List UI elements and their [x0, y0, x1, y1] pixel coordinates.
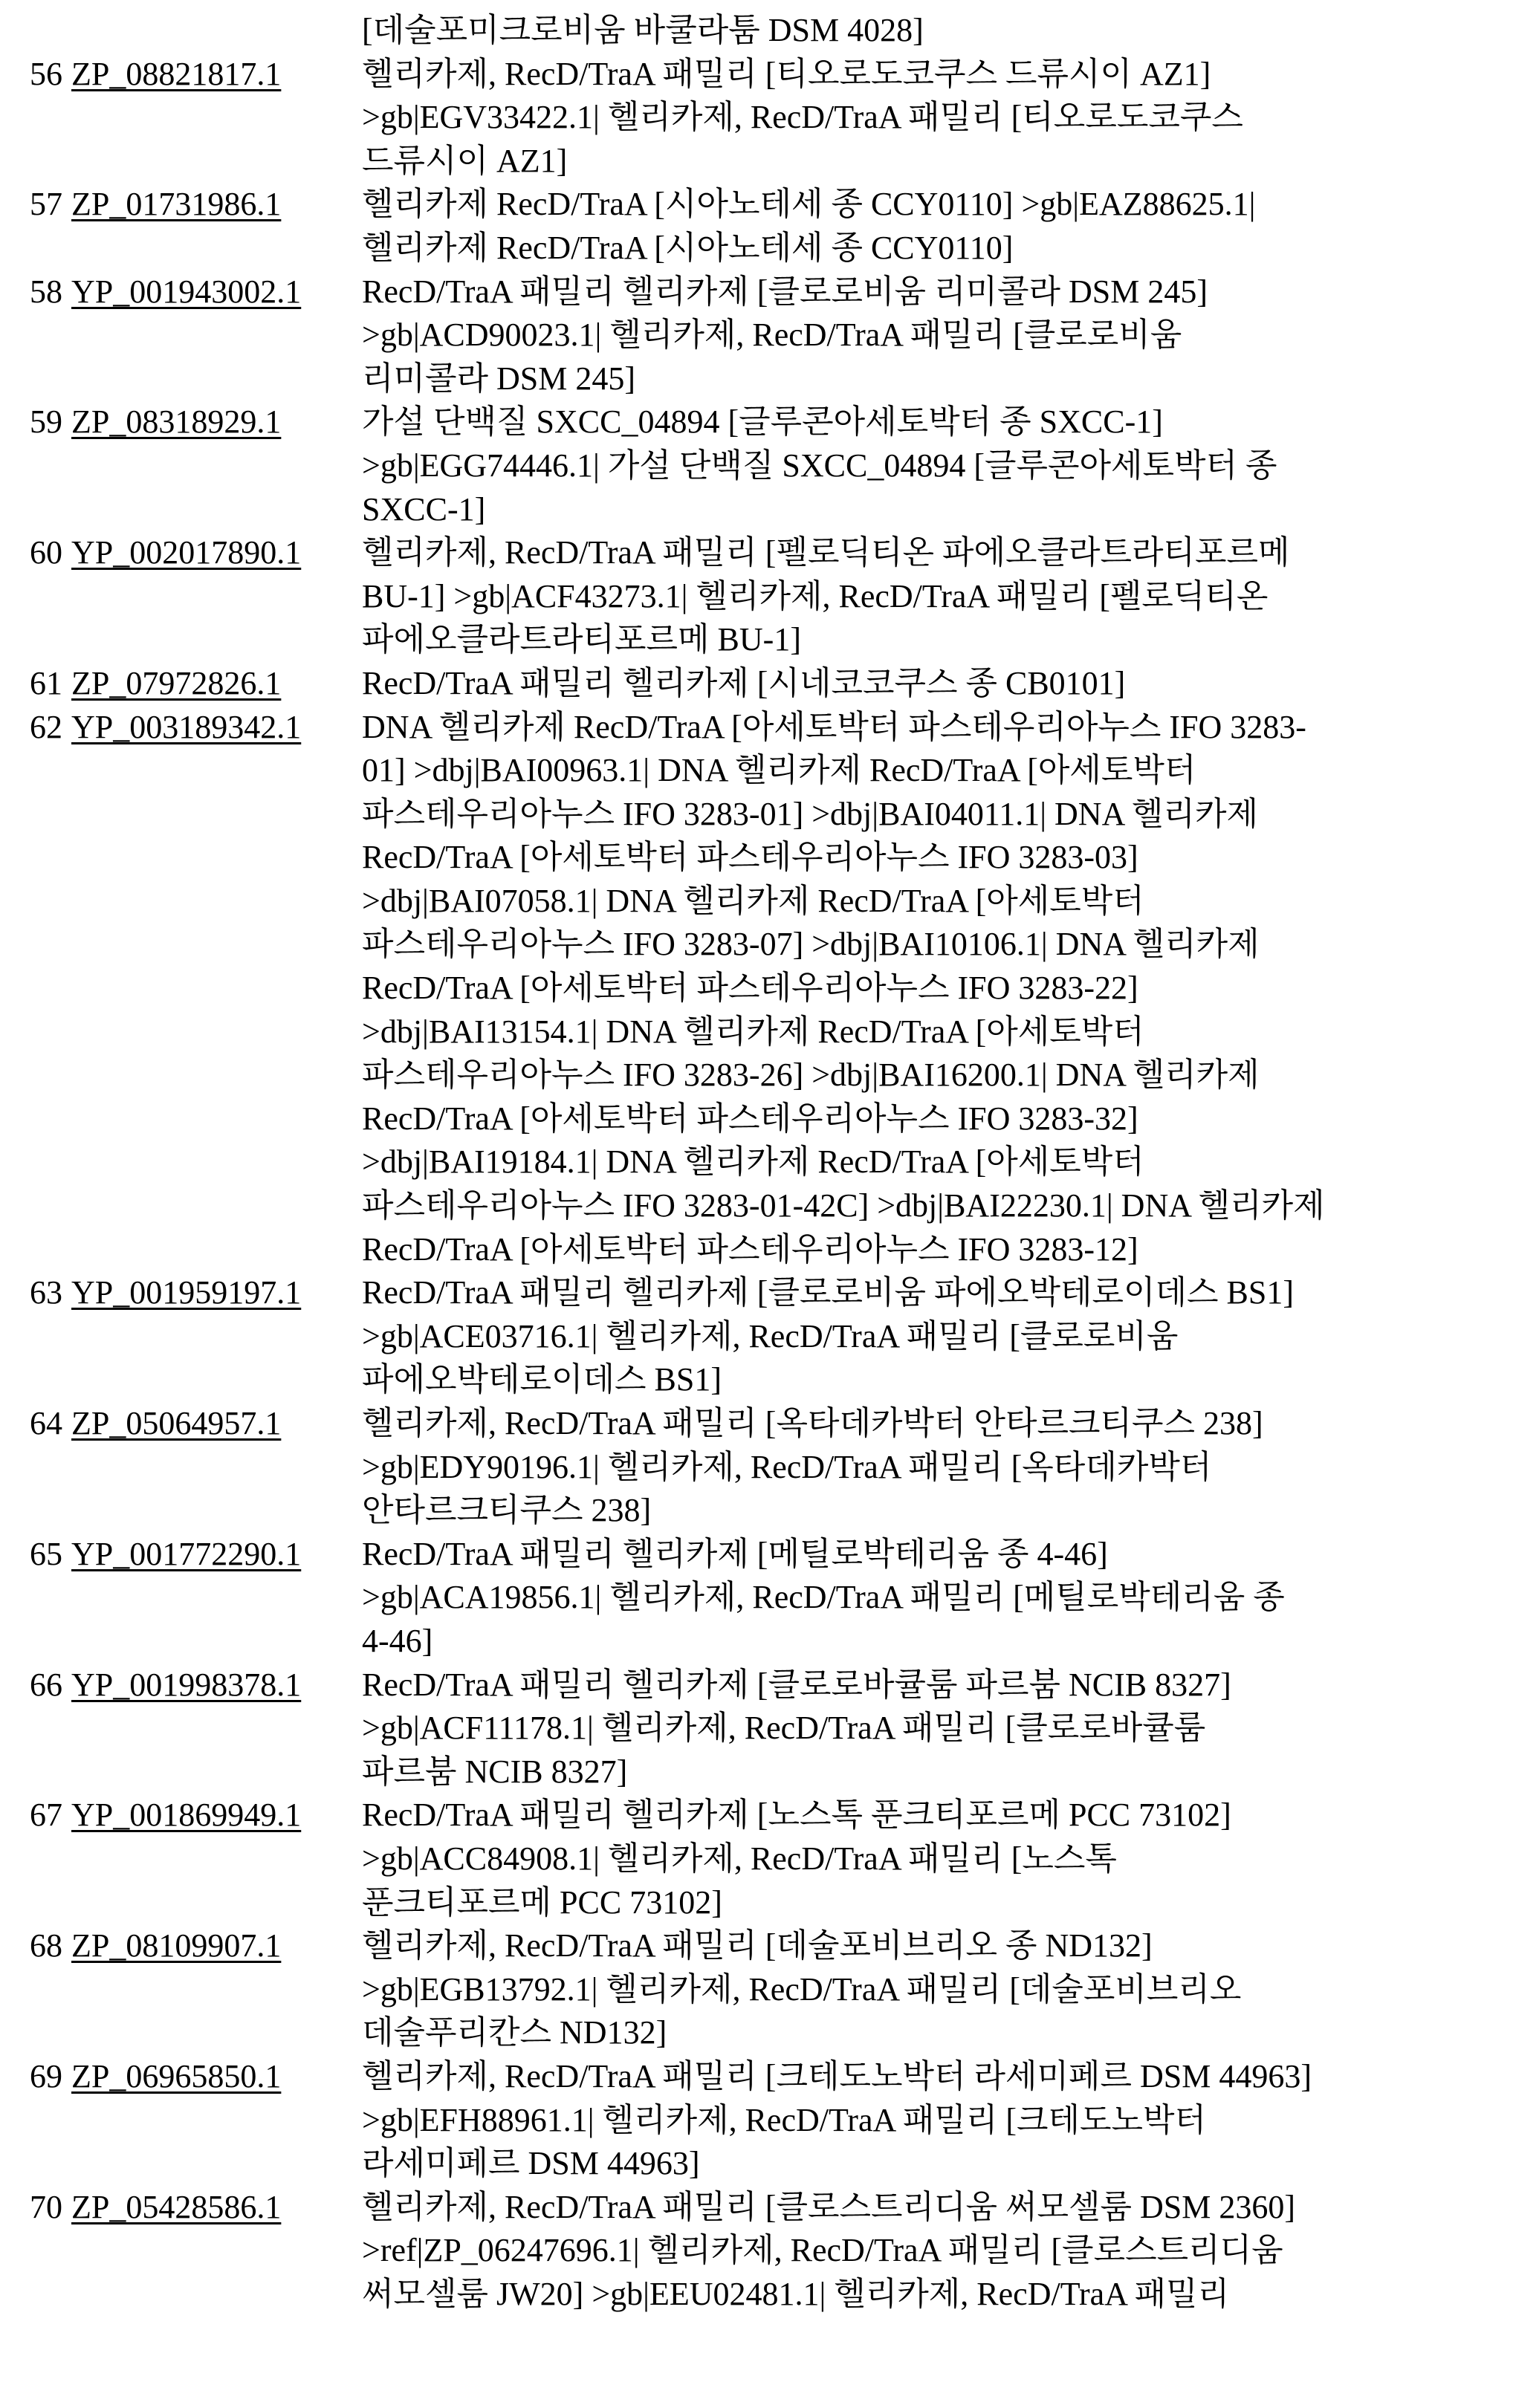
entry-description: [362, 9, 1513, 53]
table-row: [0, 400, 1513, 531]
entry-number: 62: [0, 706, 71, 1272]
entry-number: 64: [0, 1402, 71, 1533]
description-line: 헬리카제, RecD/TraA 패밀리 [펠로딕티온 파에오클라트라티포르메: [362, 531, 1513, 575]
accession-link[interactable]: YP_001959197.1: [71, 1271, 362, 1402]
description-line: >ref|ZP_06247696.1| 헬리카제, RecD/TraA 패밀리 [클로스트리디움: [362, 2229, 1513, 2273]
table-row: [0, 1794, 1513, 1924]
description-line: 라세미페르 DSM 44963]: [362, 2142, 1513, 2186]
description-line: 파스테우리아누스 IFO 3283-01-42C] >dbj|BAI22230.1| DNA 헬리카제: [362, 1184, 1513, 1228]
description-line: 가설 단백질 SXCC_04894 [글루콘아세토박터 종 SXCC-1]: [362, 400, 1513, 444]
entry-description: [362, 662, 1513, 706]
description-line: RecD/TraA 패밀리 헬리카제 [클로로비움 파에오박테로이데스 BS1]: [362, 1271, 1513, 1315]
entry-number: 56: [0, 53, 71, 184]
entry-number: 58: [0, 270, 71, 401]
table-row: [0, 1664, 1513, 1794]
entry-description: [362, 2055, 1513, 2186]
entry-description: [362, 400, 1513, 531]
table-row: [0, 270, 1513, 401]
description-line: >gb|EDY90196.1| 헬리카제, RecD/TraA 패밀리 [옥타데카박터: [362, 1446, 1513, 1490]
accession-link[interactable]: YP_001998378.1: [71, 1664, 362, 1794]
entry-description: [362, 1271, 1513, 1402]
entry-number: 68: [0, 1924, 71, 2055]
table-row: [0, 1533, 1513, 1664]
description-line: RecD/TraA 패밀리 헬리카제 [메틸로박테리움 종 4-46]: [362, 1533, 1513, 1577]
table-row: [0, 183, 1513, 270]
accession-link[interactable]: ZP_06965850.1: [71, 2055, 362, 2186]
entry-description: [362, 1664, 1513, 1794]
description-line: >gb|ACE03716.1| 헬리카제, RecD/TraA 패밀리 [클로로비움: [362, 1315, 1513, 1359]
accession-link[interactable]: ZP_05064957.1: [71, 1402, 362, 1533]
entry-description: [362, 1402, 1513, 1533]
table-row: [0, 53, 1513, 184]
entry-description: [362, 706, 1513, 1272]
description-line: 파스테우리아누스 IFO 3283-07] >dbj|BAI10106.1| DNA 헬리카제: [362, 923, 1513, 967]
accession-link[interactable]: ZP_08821817.1: [71, 53, 362, 184]
description-line: 파스테우리아누스 IFO 3283-26] >dbj|BAI16200.1| DNA 헬리카제: [362, 1054, 1513, 1097]
description-line: 파에오박테로이데스 BS1]: [362, 1358, 1513, 1402]
description-line: >gb|ACA19856.1| 헬리카제, RecD/TraA 패밀리 [메틸로박테리움 종: [362, 1576, 1513, 1620]
entry-number: 63: [0, 1271, 71, 1402]
description-line: >gb|ACF11178.1| 헬리카제, RecD/TraA 패밀리 [클로로바큘룸: [362, 1707, 1513, 1750]
table-row: [0, 706, 1513, 1272]
description-line: 4-46]: [362, 1620, 1513, 1664]
entry-description: [362, 1924, 1513, 2055]
entry-number: 67: [0, 1794, 71, 1924]
description-line: 써모셀룸 JW20] >gb|EEU02481.1| 헬리카제, RecD/TraA 패밀리: [362, 2273, 1513, 2317]
table-row: [0, 531, 1513, 662]
description-line: 안타르크티쿠스 238]: [362, 1489, 1513, 1533]
table-row: [0, 1402, 1513, 1533]
accession-link[interactable]: YP_003189342.1: [71, 706, 362, 1272]
description-line: SXCC-1]: [362, 488, 1513, 532]
accession-link[interactable]: YP_002017890.1: [71, 531, 362, 662]
accession-link[interactable]: ZP_05428586.1: [71, 2186, 362, 2317]
description-line: 데술푸리칸스 ND132]: [362, 2011, 1513, 2055]
description-line: 헬리카제 RecD/TraA [시아노테세 종 CCY0110] >gb|EAZ88625.1|: [362, 183, 1513, 227]
entry-number: 59: [0, 400, 71, 531]
entry-number: [0, 9, 71, 53]
description-line: 헬리카제, RecD/TraA 패밀리 [크테도노박터 라세미페르 DSM 44963]: [362, 2055, 1513, 2099]
entry-number: 70: [0, 2186, 71, 2317]
description-line: >dbj|BAI07058.1| DNA 헬리카제 RecD/TraA [아세토박터: [362, 880, 1513, 924]
entry-description: [362, 270, 1513, 401]
description-line: 헬리카제, RecD/TraA 패밀리 [데술포비브리오 종 ND132]: [362, 1924, 1513, 1968]
description-line: 헬리카제 RecD/TraA [시아노테세 종 CCY0110]: [362, 227, 1513, 270]
description-line: >gb|ACC84908.1| 헬리카제, RecD/TraA 패밀리 [노스톡: [362, 1837, 1513, 1881]
description-line: RecD/TraA 패밀리 헬리카제 [시네코코쿠스 종 CB0101]: [362, 662, 1513, 706]
entry-description: [362, 531, 1513, 662]
description-line: >gb|EFH88961.1| 헬리카제, RecD/TraA 패밀리 [크테도노박터: [362, 2099, 1513, 2143]
description-line: 파스테우리아누스 IFO 3283-01] >dbj|BAI04011.1| DNA 헬리카제: [362, 793, 1513, 837]
table-row: [0, 662, 1513, 706]
description-line: 드류시이 AZ1]: [362, 140, 1513, 184]
description-line: 파르붐 NCIB 8327]: [362, 1750, 1513, 1794]
accession-link[interactable]: ZP_08109907.1: [71, 1924, 362, 2055]
sequence-table: [0, 0, 1513, 2316]
description-line: >dbj|BAI19184.1| DNA 헬리카제 RecD/TraA [아세토박터: [362, 1140, 1513, 1184]
entry-number: 60: [0, 531, 71, 662]
entry-description: [362, 53, 1513, 184]
table-row: [0, 2186, 1513, 2317]
accession-link[interactable]: ZP_08318929.1: [71, 400, 362, 531]
entry-description: [362, 183, 1513, 270]
description-line: [데술포미크로비움 바쿨라툼 DSM 4028]: [362, 9, 1513, 53]
table-row: [0, 2055, 1513, 2186]
description-line: RecD/TraA [아세토박터 파스테우리아누스 IFO 3283-32]: [362, 1097, 1513, 1141]
description-line: RecD/TraA 패밀리 헬리카제 [클로로바큘룸 파르붐 NCIB 8327]: [362, 1664, 1513, 1707]
accession-link[interactable]: YP_001943002.1: [71, 270, 362, 401]
description-line: RecD/TraA [아세토박터 파스테우리아누스 IFO 3283-12]: [362, 1228, 1513, 1272]
entry-number: 57: [0, 183, 71, 270]
description-line: DNA 헬리카제 RecD/TraA [아세토박터 파스테우리아누스 IFO 3283-: [362, 706, 1513, 750]
accession-link: [71, 9, 362, 53]
table-row: [0, 9, 1513, 53]
description-line: RecD/TraA 패밀리 헬리카제 [노스톡 푼크티포르메 PCC 73102]: [362, 1794, 1513, 1837]
description-line: >gb|EGG74446.1| 가설 단백질 SXCC_04894 [글루콘아세토박터 종: [362, 444, 1513, 488]
description-line: 푼크티포르메 PCC 73102]: [362, 1881, 1513, 1925]
description-line: 01] >dbj|BAI00963.1| DNA 헬리카제 RecD/TraA [아세토박터: [362, 749, 1513, 793]
entry-description: [362, 2186, 1513, 2317]
description-line: RecD/TraA 패밀리 헬리카제 [클로로비움 리미콜라 DSM 245]: [362, 270, 1513, 314]
accession-link[interactable]: ZP_01731986.1: [71, 183, 362, 270]
entry-description: [362, 1533, 1513, 1664]
description-line: BU-1] >gb|ACF43273.1| 헬리카제, RecD/TraA 패밀리 [펠로딕티온: [362, 575, 1513, 619]
description-line: >gb|EGV33422.1| 헬리카제, RecD/TraA 패밀리 [티오로도코쿠스: [362, 96, 1513, 140]
entry-number: 65: [0, 1533, 71, 1664]
description-line: >dbj|BAI13154.1| DNA 헬리카제 RecD/TraA [아세토박터: [362, 1010, 1513, 1054]
description-line: RecD/TraA [아세토박터 파스테우리아누스 IFO 3283-22]: [362, 967, 1513, 1010]
table-row: [0, 1271, 1513, 1402]
description-line: >gb|EGB13792.1| 헬리카제, RecD/TraA 패밀리 [데술포비브리오: [362, 1968, 1513, 2012]
description-line: >gb|ACD90023.1| 헬리카제, RecD/TraA 패밀리 [클로로비움: [362, 314, 1513, 357]
table-row: [0, 1924, 1513, 2055]
description-line: 리미콜라 DSM 245]: [362, 357, 1513, 401]
accession-link[interactable]: YP_001869949.1: [71, 1794, 362, 1924]
entry-description: [362, 1794, 1513, 1924]
description-line: 헬리카제, RecD/TraA 패밀리 [클로스트리디움 써모셀룸 DSM 2360]: [362, 2186, 1513, 2230]
accession-link[interactable]: YP_001772290.1: [71, 1533, 362, 1664]
entry-number: 66: [0, 1664, 71, 1794]
description-line: 헬리카제, RecD/TraA 패밀리 [티오로도코쿠스 드류시이 AZ1]: [362, 53, 1513, 97]
accession-link[interactable]: ZP_07972826.1: [71, 662, 362, 706]
description-line: 헬리카제, RecD/TraA 패밀리 [옥타데카박터 안타르크티쿠스 238]: [362, 1402, 1513, 1446]
description-line: RecD/TraA [아세토박터 파스테우리아누스 IFO 3283-03]: [362, 836, 1513, 880]
entry-number: 61: [0, 662, 71, 706]
entry-number: 69: [0, 2055, 71, 2186]
description-line: 파에오클라트라티포르메 BU-1]: [362, 618, 1513, 662]
